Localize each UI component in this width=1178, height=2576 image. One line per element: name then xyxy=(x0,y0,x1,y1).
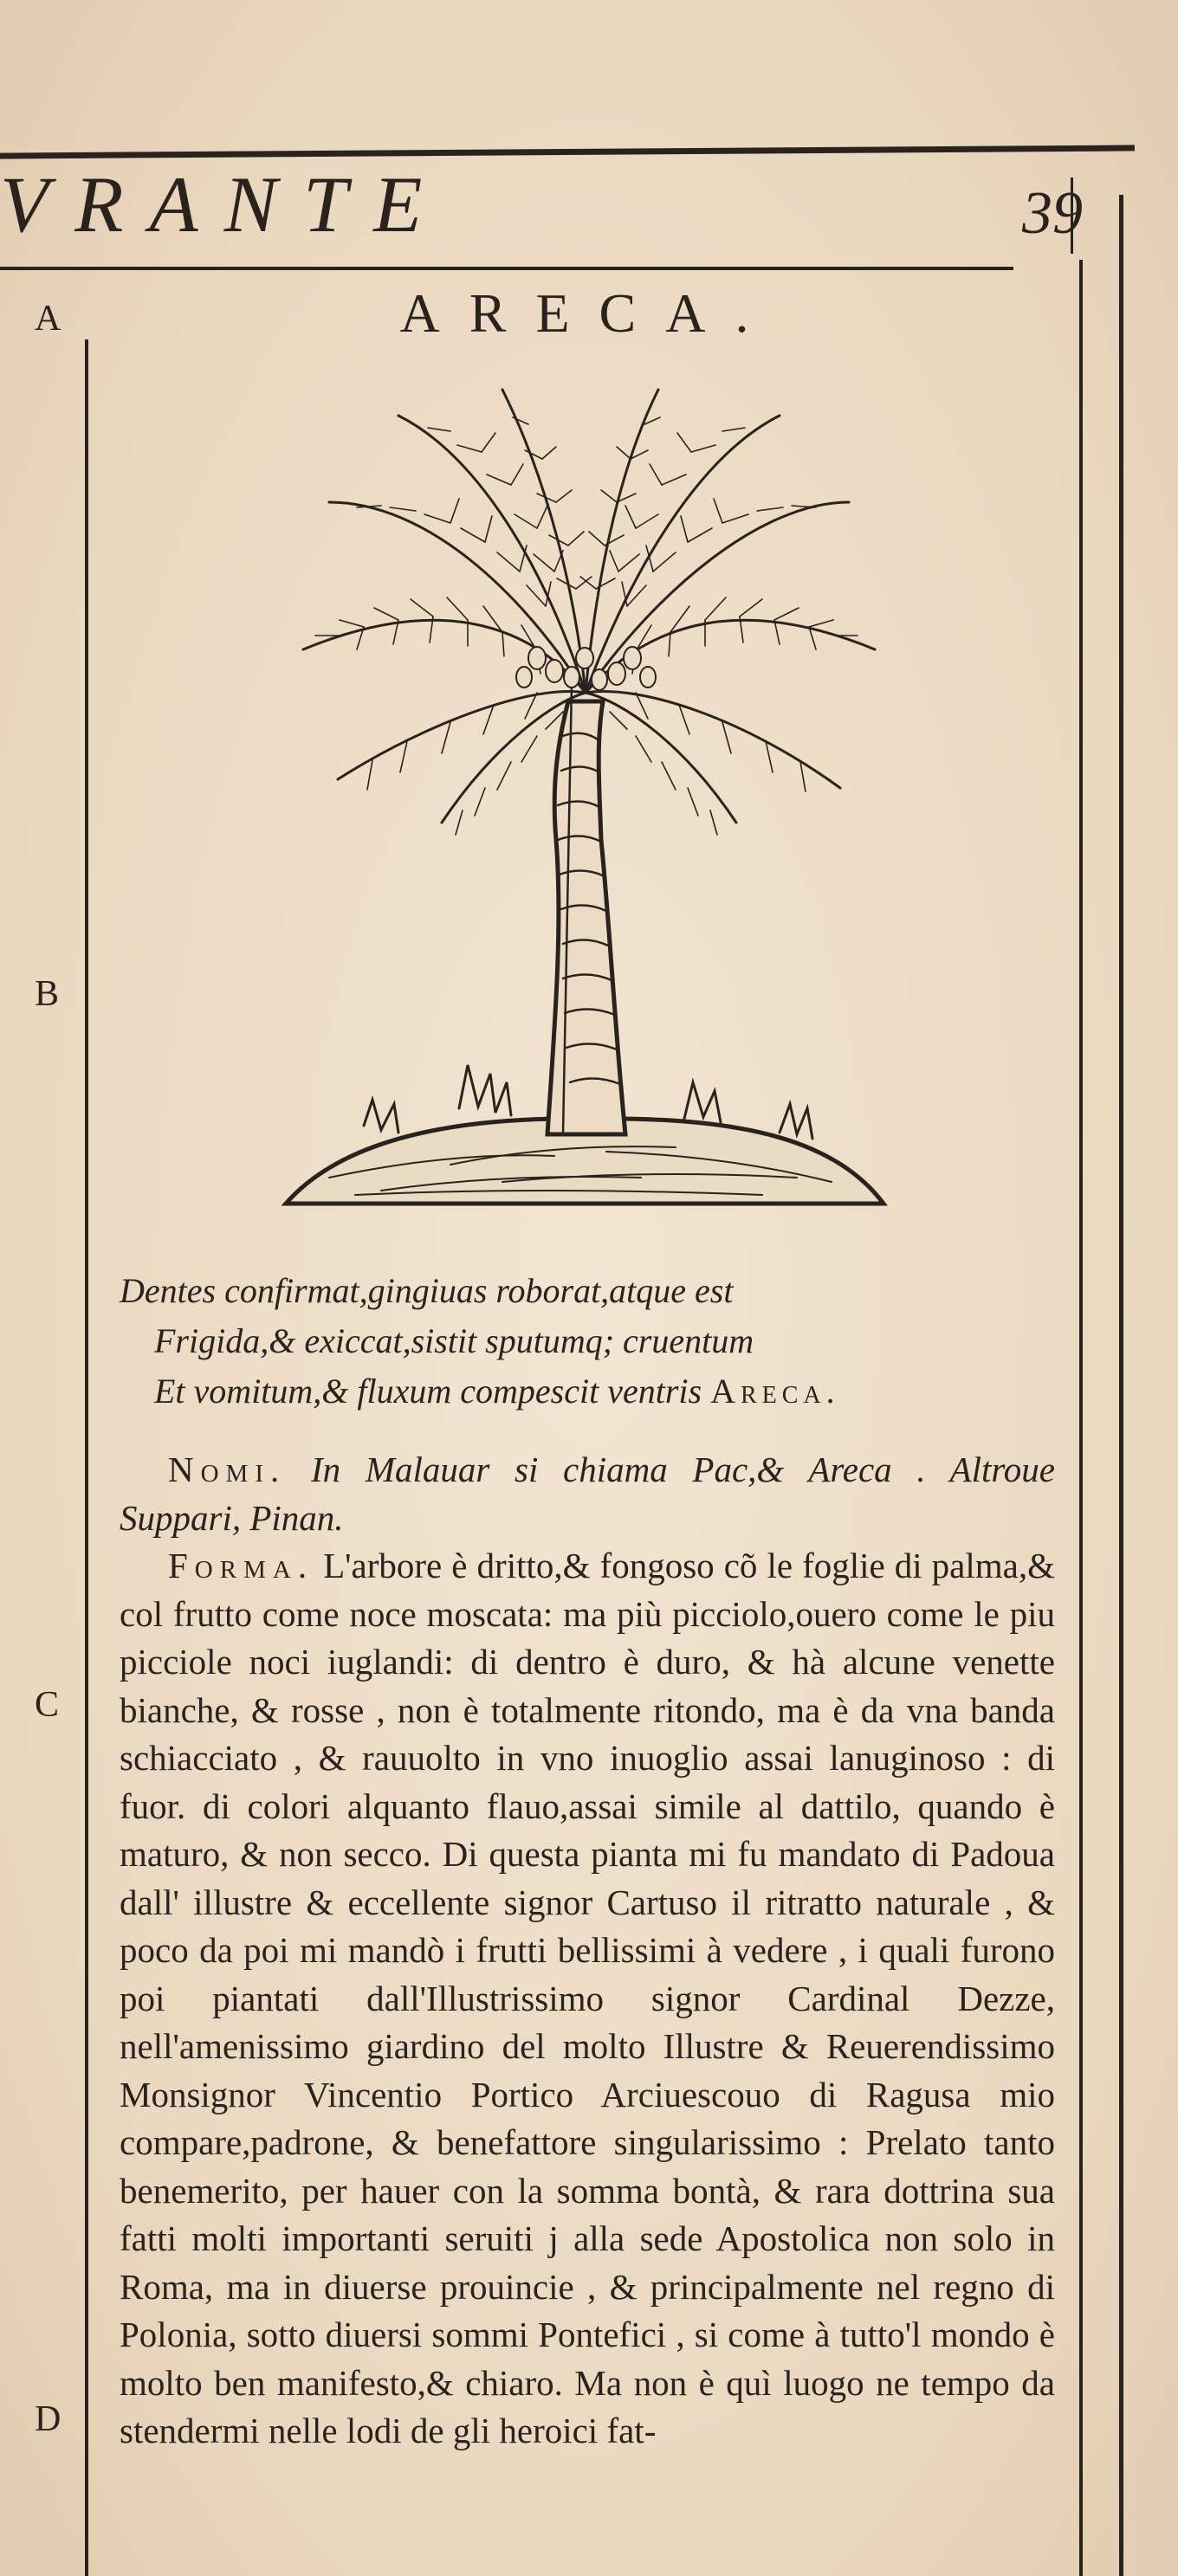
forma-paragraph xyxy=(120,1542,1055,2456)
header-rule-bottom xyxy=(0,267,1013,270)
verse-line-3 xyxy=(120,1366,1072,1417)
areca-palm-woodcut-icon xyxy=(277,372,901,1221)
margin-letter-b: B xyxy=(35,974,60,1014)
header-rule-top xyxy=(0,145,1135,158)
verse-line-3-caps: Areca. xyxy=(710,1372,840,1411)
margin-letter-d: D xyxy=(35,2399,61,2439)
right-text-rule xyxy=(1079,260,1083,2576)
verse-line-3-text: Et vomitum,& fluxum compescit ventris xyxy=(154,1372,702,1411)
running-head: VRANTE xyxy=(0,160,449,249)
nomi-paragraph xyxy=(120,1446,1055,1542)
body-text xyxy=(120,1446,1055,2456)
margin-letter-c: C xyxy=(35,1685,60,1725)
left-margin-rule xyxy=(85,339,88,2576)
forma-text: L'arbore è dritto,& fongoso cõ le foglie di palma,& col frutto come noce moscata: ma più picciolo,ouero come le piu picciole noci iuglandi: di dentro è duro, & hà alcune venette bianche, & rosse , non è totalmente ritondo, ma è da vna banda schiacciato , & rauuolto in vno inuoglio assai lanuginoso : di fuor. di colori alquanto flauo,assai simile al dattilo, quando è maturo, & non secco. Di questa pianta mi fu mandato di Padoua dall' illustre & eccellente signor Cartuso il ritratto naturale , & poco da poi mi mandò i frutti bellissimi à vedere , i quali furono poi piantati dall'Illustrissimo signor Cardinal Dezze, nell'amenissimo giardino del molto Illustre & Reuerendissimo Monsignor Vincentio Portico Arciuescouo di Ragusa mio compare,padrone, & benefattore singularissimo : Prelato tanto benemerito, per hauer con la somma bontà, & rara dottrina sua fatti molti importanti seruiti j alla sede Apostolica non solo in Roma, ma in diuerse prouincie , & principalmente nel regno di Polonia, sotto diuersi sommi Pontefici , si come à tutto'l mondo è molto ben manifesto,& chiaro. Ma non è quì luogo ne tempo da stendermi nelle lodi de gli heroici fat- xyxy=(120,1546,1055,2450)
nomi-label: Nomi. xyxy=(168,1449,287,1489)
page-title: ARECA. xyxy=(399,282,779,344)
forma-label: Forma. xyxy=(168,1546,314,1585)
outer-edge-rule xyxy=(1119,195,1123,2576)
areca-palm-svg xyxy=(277,372,901,1221)
margin-letter-a: A xyxy=(35,299,61,339)
latin-verse xyxy=(120,1266,1072,1417)
verse-line-2: Frigida,& exiccat,sistit sputumq; cruentum xyxy=(154,1321,754,1360)
page-number: 39 xyxy=(1022,180,1083,247)
verse-line-1: Dentes confirmat,gingiuas roborat,atque est xyxy=(120,1271,734,1310)
nomi-text: In Malauar si chiama Pac,& Areca . Altroue Suppari, Pinan. xyxy=(120,1449,1056,1538)
